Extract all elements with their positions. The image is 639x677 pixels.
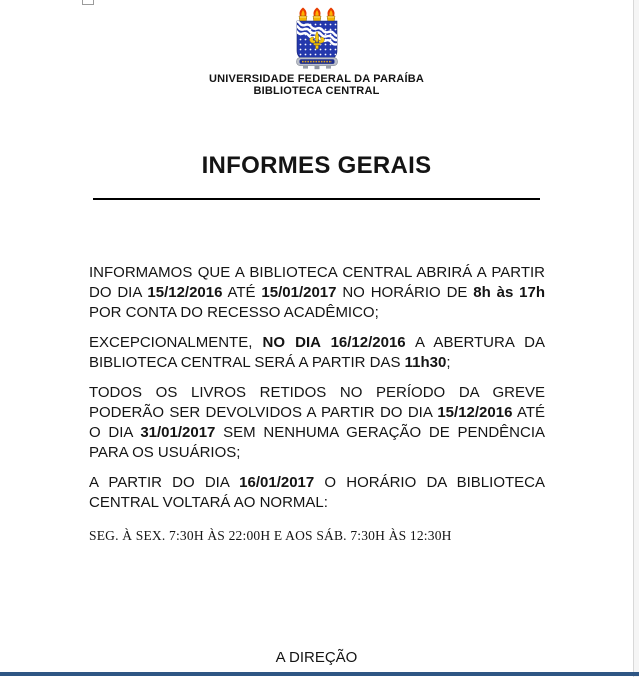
signature: A DIREÇÃO <box>275 649 358 666</box>
document-header <box>0 0 633 97</box>
window-bottom-border <box>0 672 639 676</box>
university-name: UNIVERSIDADE FEDERAL DA PARAÍBA <box>208 73 424 85</box>
notice-paragraph: A PARTIR DO DIA 16/01/2017 O HORÁRIO DA BIBLIOTECA CENTRAL VOLTARÁ AO NORMAL: <box>89 474 545 511</box>
title-underline <box>93 198 540 200</box>
notice-paragraph: INFORMAMOS QUE A BIBLIOTECA CENTRAL ABRIRÁ A PARTIR DO DIA 15/12/2016 ATÉ 15/01/2017 NO HORÁRIO DE 8h às 17h POR CONTA DO RECESSO ACADÊMICO; <box>89 264 546 321</box>
ufpb-coat-of-arms-logo <box>0 7 633 70</box>
notice-body <box>89 263 545 546</box>
object-anchor-marker <box>82 0 94 5</box>
paragraphs <box>89 263 545 513</box>
notice-title: INFORMES GERAIS <box>201 152 432 179</box>
schedule-line: SEG. À SEX. 7:30H ÀS 22:00H E AOS SÁB. 7:30H ÀS 12:30H <box>89 528 452 543</box>
page-gutter <box>634 0 639 677</box>
department-name: BIBLIOTECA CENTRAL <box>253 85 380 97</box>
notice-paragraph: EXCEPCIONALMENTE, NO DIA 16/12/2016 A ABERTURA DA BIBLIOTECA CENTRAL SERÁ A PARTIR DAS 11h30; <box>89 334 545 371</box>
notice-paragraph: TODOS OS LIVROS RETIDOS NO PERÍODO DA GREVE PODERÃO SER DEVOLVIDOS A PARTIR DO DIA 15/12/2016 ATÉ O DIA 31/01/2017 SEM NENHUMA GERAÇÃO DE PENDÊNCIA PARA OS USUÁRIOS; <box>89 384 545 461</box>
page-edge-line <box>633 0 634 677</box>
